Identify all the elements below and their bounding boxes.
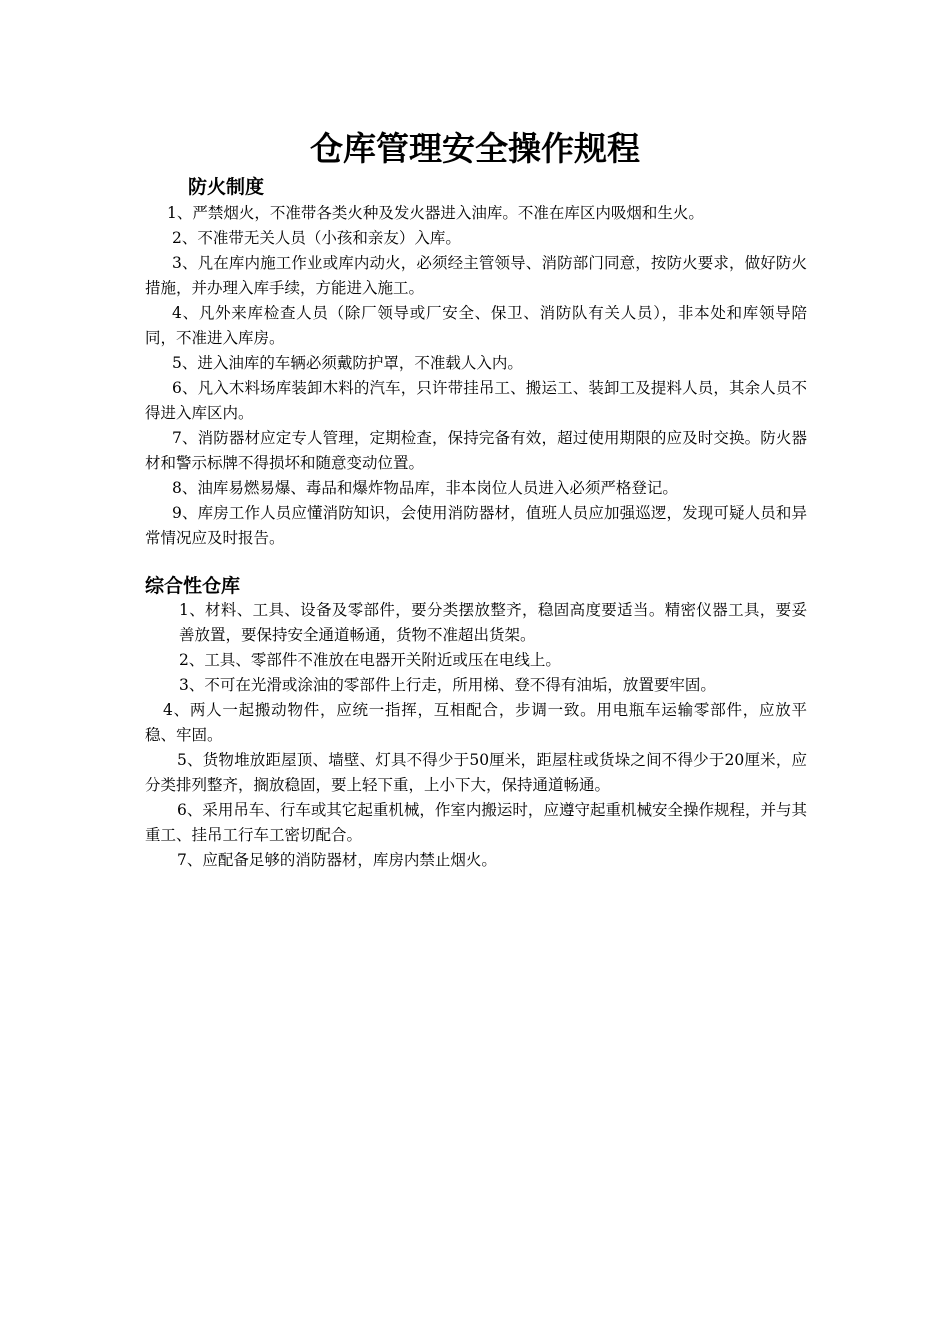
paragraph: 6、采用吊车、行车或其它起重机械，作室内搬运时，应遵守起重机械安全操作规程，并与其重工、挂吊工行车工密切配合。 [145, 801, 807, 844]
paragraph: 6、凡入木料场库装卸木料的汽车，只许带挂吊工、搬运工、装卸工及提料人员，其余人员不得进入库区内。 [145, 379, 807, 422]
paragraph: 2、工具、零部件不准放在电器开关附近或压在电线上。 [179, 651, 561, 669]
paragraph: 2、不准带无关人员（小孩和亲友）入库。 [172, 229, 461, 247]
paragraph: 3、凡在库内施工作业或库内动火，必须经主管领导、消防部门同意，按防火要求，做好防火措施，并办理入库手续，方能进入施工。 [145, 254, 807, 297]
paragraph: 7、应配备足够的消防器材，库房内禁止烟火。 [177, 851, 497, 869]
paragraph: 9、库房工作人员应懂消防知识，会使用消防器材，值班人员应加强巡逻，发现可疑人员和异常情况应及时报告。 [145, 504, 807, 547]
document-title: 仓库管理安全操作规程 [310, 129, 640, 168]
paragraph: 4、两人一起搬动物件，应统一指挥，互相配合，步调一致。用电瓶车运输零部件，应放平稳、牢固。 [145, 701, 807, 744]
section-body-fire-safety [145, 201, 807, 551]
section-heading-general-warehouse: 综合性仓库 [145, 575, 241, 597]
paragraph: 4、凡外来库检查人员（除厂领导或厂安全、保卫、消防队有关人员），非本处和库领导陪同，不准进入库房。 [145, 304, 807, 347]
paragraph: 5、进入油库的车辆必须戴防护罩，不准载人入内。 [172, 354, 523, 372]
paragraph: 5、货物堆放距屋顶、墙壁、灯具不得少于50厘米，距屋柱或货垛之间不得少于20厘米，应分类排列整齐，搁放稳固，要上轻下重，上小下大，保持通道畅通。 [145, 751, 807, 794]
paragraph: 1、材料、工具、设备及零部件，要分类摆放整齐，稳固高度要适当。精密仪器工具，要妥善放置，要保持安全通道畅通，货物不准超出货架。 [179, 601, 807, 644]
paragraph: 1、严禁烟火，不准带各类火种及发火器进入油库。不准在库区内吸烟和生火。 [167, 204, 704, 222]
paragraph: 8、油库易燃易爆、毒品和爆炸物品库，非本岗位人员进入必须严格登记。 [172, 479, 678, 497]
paragraph: 3、不可在光滑或涂油的零部件上行走，所用梯、登不得有油垢，放置要牢固。 [179, 676, 716, 694]
paragraph: 7、消防器材应定专人管理，定期检查，保持完备有效，超过使用期限的应及时交换。防火器材和警示标牌不得损坏和随意变动位置。 [145, 429, 807, 472]
section-heading-fire-safety: 防火制度 [188, 176, 265, 198]
section-body-general-warehouse [145, 598, 807, 873]
